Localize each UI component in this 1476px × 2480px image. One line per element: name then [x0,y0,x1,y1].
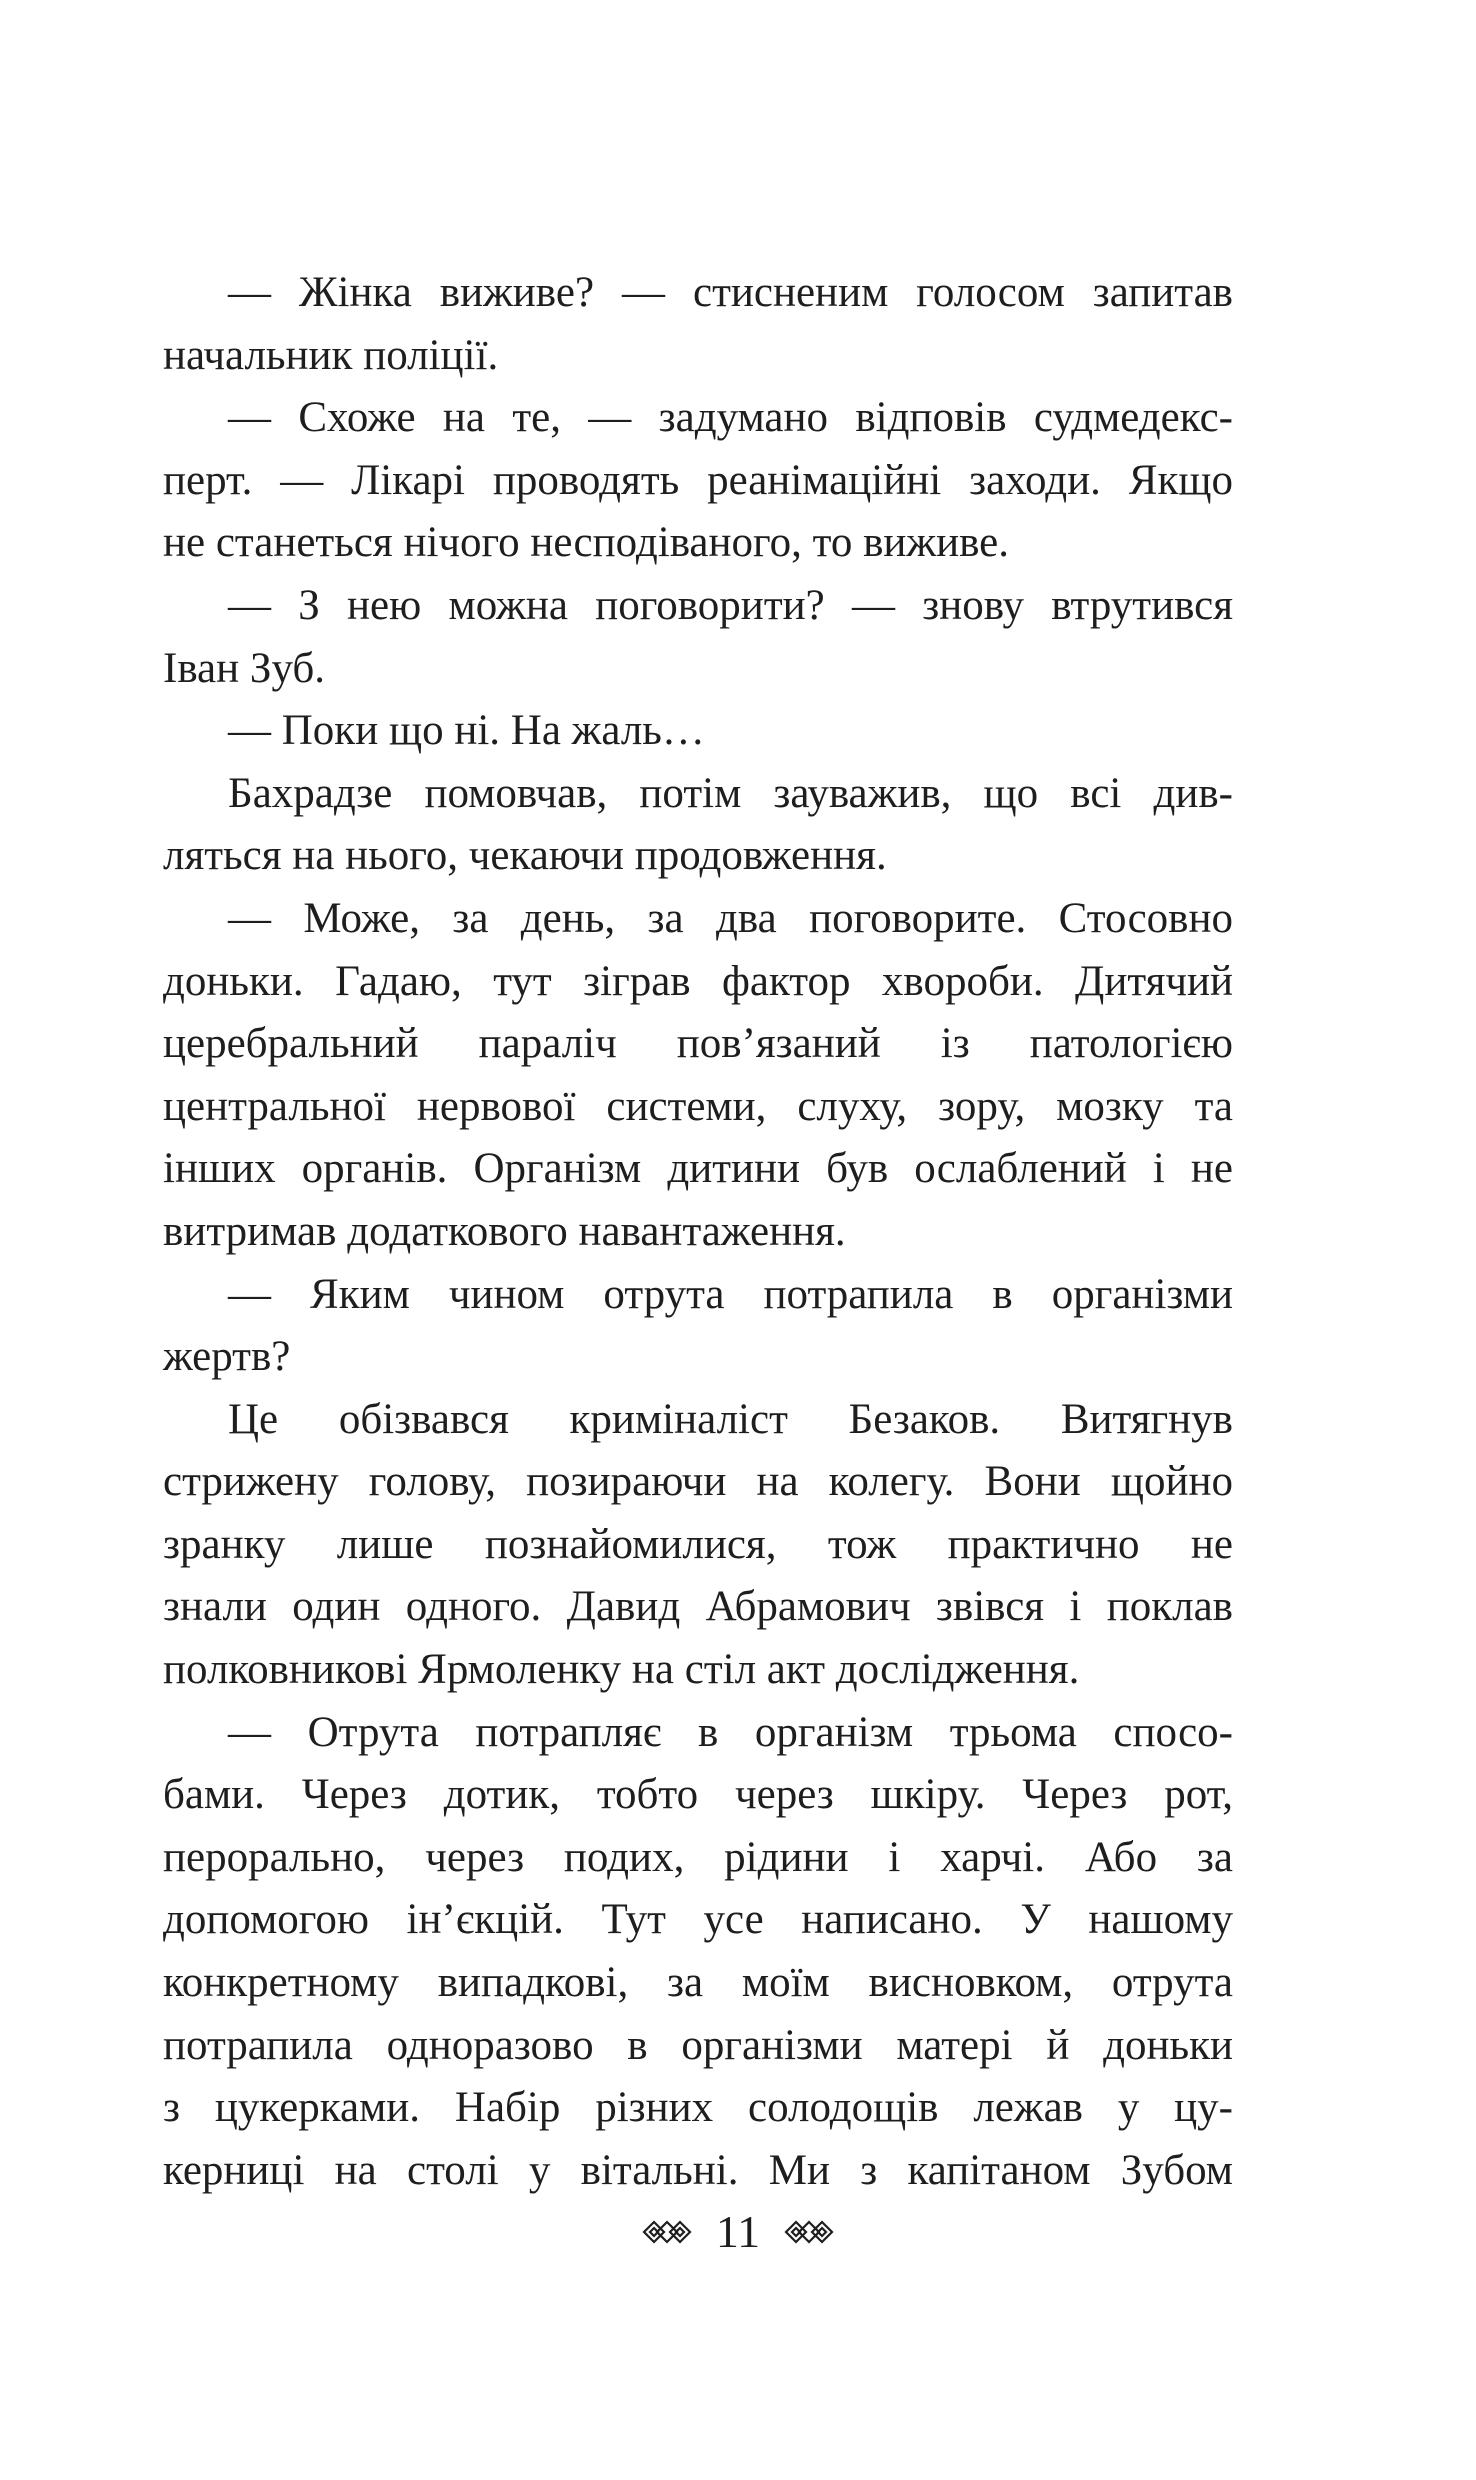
text-line: з цукерками. Набір різних солодощів лежав у цу- [163,2084,1233,2132]
paragraph [163,700,1233,763]
text-line: — Яким чином отрута потрапила в організми [228,1270,1233,1318]
text-line: Іван Зуб. [163,644,326,692]
text-line: зранку лише познайомилися, тож практично не [163,1520,1233,1568]
paragraph [163,763,1233,888]
text-line: не станеться нічого несподіваного, то виживе. [163,519,1009,567]
text-line: потрапила одноразово в організми матері й доньки [163,2021,1233,2069]
text-line: — З нею можна поговорити? — знову втрутився [228,581,1233,629]
text-line: керниці на столі у вітальні. Ми з капітаном Зубом [163,2146,1233,2194]
text-line: Бахрадзе помовчав, потім зауважив, що всі див- [228,769,1233,817]
text-line: полковникові Ярмоленку на стіл акт дослідження. [163,1646,1080,1694]
text-line: центральної нервової системи, слуху, зору, мозку та [163,1082,1233,1130]
page-footer [0,2205,1476,2258]
text-line: перорально, через подих, рідини і харчі. Або за [163,1833,1233,1881]
paragraph [163,1389,1233,1702]
text-line: перт. — Лікарі проводять реанімаційні заходи. Якщо [163,456,1233,504]
text-line: — Схоже на те, — задумано відповів судмедекс- [228,394,1233,442]
text-line: — Отрута потрапляє в організм трьома спосо- [228,1708,1233,1756]
text-line: начальник поліції. [163,331,499,379]
text-line: Це обізвався криміналіст Безаков. Витягнув [228,1395,1233,1443]
paragraph [163,1264,1233,1389]
text-line: витримав додаткового навантаження. [163,1207,846,1255]
paragraph [163,575,1233,700]
text-line: стрижену голову, позираючи на колегу. Вони щойно [163,1458,1233,1506]
text-line: — Поки що ні. На жаль… [228,707,705,755]
text-line: бами. Через дотик, тобто через шкіру. Через рот, [163,1771,1233,1819]
page-number: 11 [715,2206,761,2257]
text-line: конкретному випадкові, за моїм висновком, отрута [163,1959,1233,2007]
paragraph [163,888,1233,1264]
text-line: ляться на нього, чекаючи продовження. [163,832,887,880]
right-ornament-icon [782,2219,834,2245]
text-line: доньки. Гадаю, тут зіграв фактор хвороби. Дитячий [163,957,1233,1005]
text-line: інших органів. Організм дитини був ослаблений і не [163,1145,1233,1193]
text-line: знали один одного. Давид Абрамович звівся і поклав [163,1583,1233,1631]
paragraph [163,387,1233,575]
text-line: допомогою ін’єкцій. Тут усе написано. У нашому [163,1896,1233,1944]
text-line: жертв? [163,1333,291,1381]
text-line: — Жінка виживе? — стисненим голосом запитав [228,269,1233,316]
body-text [163,262,1233,2202]
text-line: церебральний параліч пов’язаний із патологією [163,1020,1233,1068]
paragraph [163,262,1233,387]
text-line: — Може, за день, за два поговорите. Стосовно [228,894,1233,942]
left-ornament-icon [642,2219,694,2245]
paragraph [163,1702,1233,2203]
